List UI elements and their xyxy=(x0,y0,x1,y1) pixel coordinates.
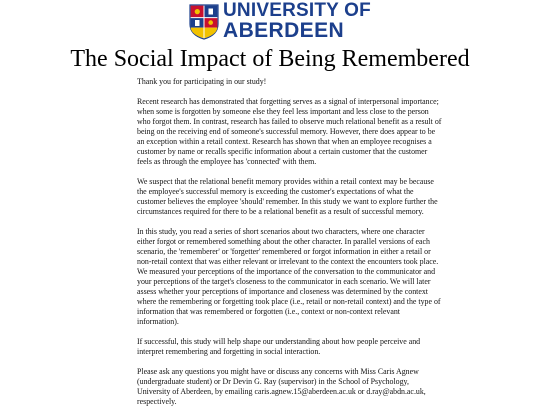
page-title: The Social Impact of Being Remembered xyxy=(70,46,470,72)
logo-text-university-of: UNIVERSITY OF xyxy=(223,0,371,21)
paragraph-method: In this study, you read a series of short scenarios about two characters, where one character either forgot or remembered something about the other character. In parallel versions of each scenario, the 'rememberer' or 'forgetter' remembered or forgot information in either a retail or non-retail context that was either relevant or irrelevant to the context the encounters took place. We measured your perceptions of the importance of the conversation to the communicator and your perceptions of the target's closeness to the communicator in each scenario. We will later assess whether your perceptions of importance and closeness was determined by the context where the remembering or forgetting took place (i.e., retail or non-retail context) and the type of information that was remembered or forgotten (i.e., context or non-context relevant information). xyxy=(137,227,441,326)
logo-text-aberdeen: ABERDEEN xyxy=(223,19,345,42)
paragraph-significance: If successful, this study will help shape our understanding about how people perceive and interpret remembering and forgetting in social interaction. xyxy=(137,337,421,356)
paragraph-hypothesis: We suspect that the relational benefit memory provides within a retail context may be because the employee's successful memory is exceeding the customer's expectations of what the customer believes the employee 'should' remember. In this study we want to explore further the circumstances required for there to be a relational benefit as a result of successful memory. xyxy=(137,177,438,216)
header xyxy=(0,0,540,44)
body-text xyxy=(137,77,442,417)
paragraph-thanks: Thank you for participating in our study! xyxy=(137,77,267,86)
paragraph-contact: Please ask any questions you might have or discuss any concerns with Miss Caris Agnew (undergraduate student) or Dr Devin G. Ray (supervisor) in the School of Psychology, University of Aberdeen, by emailing caris.agnew.15@aberdeen.ac.uk or d.ray@abdn.ac.uk, respectively. xyxy=(137,367,426,406)
university-crest-icon xyxy=(189,4,219,40)
paragraph-background: Recent research has demonstrated that forgetting serves as a signal of interpersonal importance; when some is forgotten by someone else they feel less important and less close to the person who forgot them. In contrast, research has failed to observe much relational benefit as a result of being on the receiving end of someone's successful memory. However, there does appear to be an exception within a retail context. Research has shown that when an employee recognises a customer by name or recalls specific information about a certain customer that the customer feels as through the employee has 'connected' with them. xyxy=(137,97,442,166)
